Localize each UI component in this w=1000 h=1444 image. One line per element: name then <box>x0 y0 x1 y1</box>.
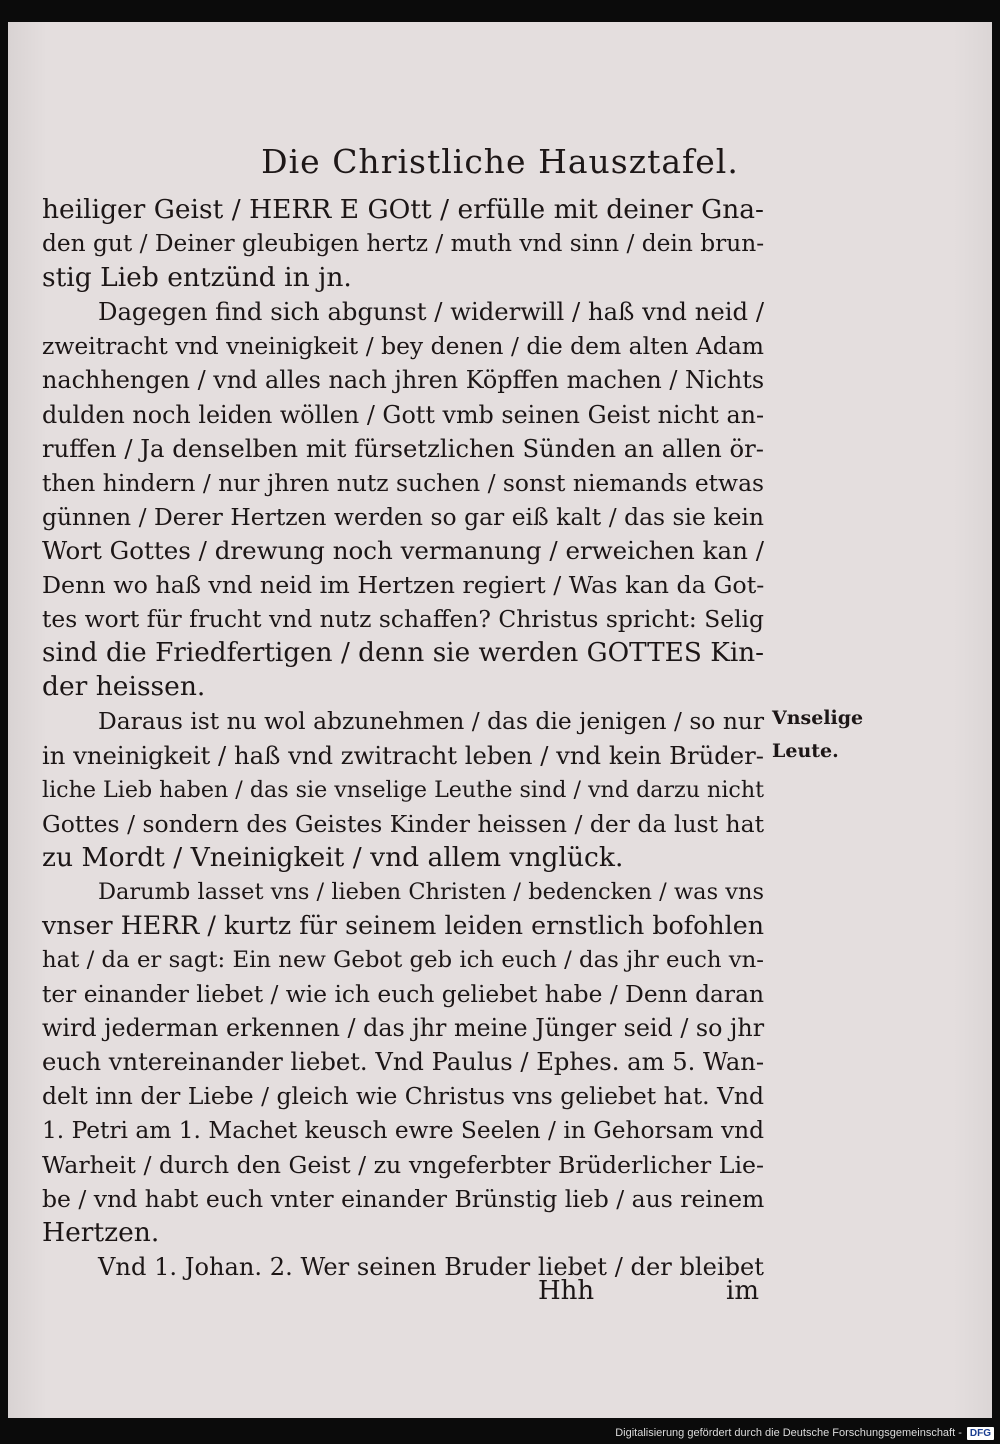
text-line: then hindern / nur jhren nutz suchen / sonst niemands etwas <box>42 468 764 497</box>
text-line: nachhengen / vnd alles nach jhren Köpffen machen / Nichts <box>42 366 765 395</box>
body-text <box>42 193 764 1284</box>
text-line: wird jederman erkennen / das jhr meine Jünger seid / so jhr <box>42 1014 765 1043</box>
running-head: Die Christliche Hausztafel. <box>261 142 739 181</box>
signature-mark: Hhh <box>538 1276 595 1306</box>
text-line: heiliger Geist / HERR E GOtt / erfülle mit deiner Gna- <box>42 194 764 225</box>
text-line: Denn wo haß vnd neid im Hertzen regiert / Was kan da Got- <box>42 571 765 600</box>
text-line: ruffen / Ja denselben mit fürsetzlichen Sünden an allen ör- <box>42 433 764 463</box>
text-line: 1. Petri am 1. Machet keusch ewre Seelen / in Gehorsam vnd <box>42 1116 764 1144</box>
text-line: der heissen. <box>42 671 206 703</box>
text-line: zu Mordt / Vneinigkeit / vnd allem vnglück. <box>42 841 624 873</box>
footer-text: Digitalisierung gefördert durch die Deutsche Forschungsgemeinschaft - <box>615 1427 962 1439</box>
text-line: Gottes / sondern des Geistes Kinder heissen / der da lust hat <box>42 809 764 838</box>
text-line: Hertzen. <box>42 1216 160 1248</box>
text-line: vnser HERR / kurtz für seinem leiden ernstlich bofohlen <box>42 910 764 940</box>
text-line: Dagegen find sich abgunst / widerwill / haß vnd neid / <box>98 297 764 327</box>
marginal-note <box>772 702 892 768</box>
text-line: in vneinigkeit / haß vnd zwitracht leben / vnd kein Brüder- <box>42 740 764 770</box>
text-line: be / vnd habt euch vnter einander Brünstig lieb / aus reinem <box>42 1184 765 1213</box>
text-line: Daraus ist nu wol abzunehmen / das die jenigen / so nur <box>98 707 765 736</box>
text-line: stig Lieb entzünd in jn. <box>42 262 352 294</box>
marginal-note-line: Leute. <box>772 740 839 762</box>
text-line: euch vntereinander liebet. Vnd Paulus / Ephes. am 5. Wan- <box>42 1048 765 1077</box>
catchword: im <box>726 1276 759 1306</box>
text-line: Darumb lasset vns / lieben Christen / bedencken / was vns <box>98 878 764 905</box>
marginal-note-line: Vnselige <box>772 707 864 729</box>
text-line: günnen / Derer Hertzen werden so gar eiß kalt / das sie kein <box>42 502 764 531</box>
dfg-logo: DFG <box>967 1427 994 1440</box>
text-line: zweitracht vnd vneinigkeit / bey denen / die dem alten Adam <box>42 332 764 361</box>
text-line: Wort Gottes / drewung noch vermanung / erweichen kan / <box>42 535 764 565</box>
text-line: Vnd 1. Johan. 2. Wer seinen Bruder liebet / der bleibet <box>98 1252 764 1281</box>
text-line: Warheit / durch den Geist / zu vngeferbter Brüderlicher Lie- <box>42 1150 764 1179</box>
digitization-footer <box>615 1424 994 1442</box>
text-line: liche Lieb haben / das sie vnselige Leuthe sind / vnd darzu nicht <box>42 776 764 803</box>
text-line: delt inn der Liebe / gleich wie Christus vns geliebet hat. Vnd <box>42 1082 764 1111</box>
text-line: sind die Friedfertigen / denn sie werden GOTTES Kin- <box>42 638 764 669</box>
text-line: tes wort für frucht vnd nutz schaffen? Christus spricht: Selig <box>42 605 764 634</box>
text-line: dulden noch leiden wöllen / Gott vmb seinen Geist nicht an- <box>42 400 764 429</box>
text-line: den gut / Deiner gleubigen hertz / muth vnd sinn / dein brun- <box>42 230 765 258</box>
text-line: hat / da er sagt: Ein new Gebot geb ich euch / das jhr euch vn- <box>42 947 764 974</box>
text-line: ter einander liebet / wie ich euch geliebet habe / Denn daran <box>42 980 765 1009</box>
